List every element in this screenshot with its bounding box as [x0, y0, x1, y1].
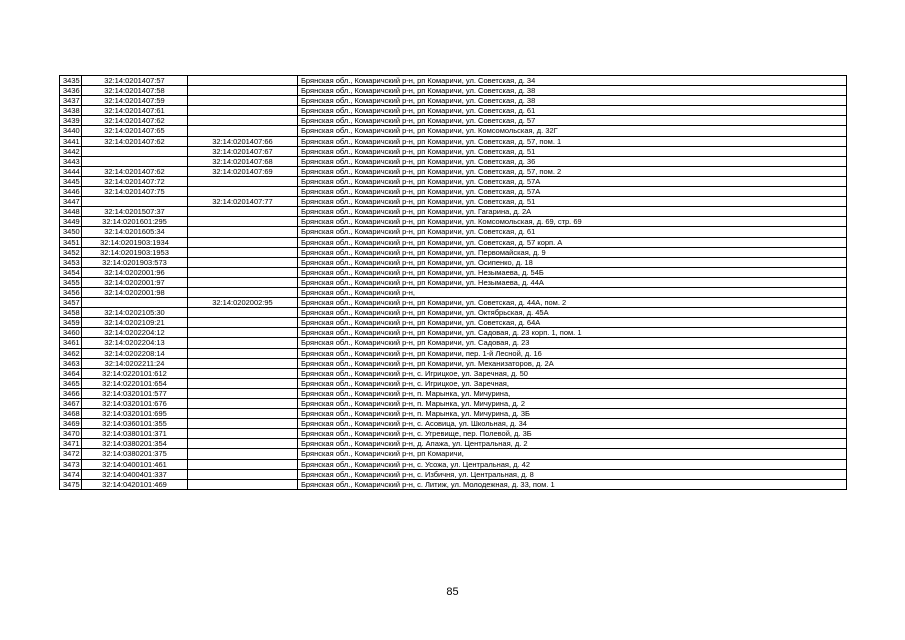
address-cell: Брянская обл., Комаричский р-н, рп Комаричи, ул. Садовая, д. 23: [298, 338, 847, 348]
table-row: [60, 338, 847, 348]
table-row: [60, 207, 847, 217]
table-row: [60, 409, 847, 419]
row-number-cell: 3448: [60, 207, 82, 217]
cadastral-number-cell: 32:14:0360101:355: [82, 419, 188, 429]
table-row: [60, 348, 847, 358]
table-row: [60, 106, 847, 116]
parent-cadastral-cell: [188, 459, 298, 469]
table-row: [60, 439, 847, 449]
address-cell: Брянская обл., Комаричский р-н, п. Марынка, ул. Мичурина,: [298, 388, 847, 398]
parent-cadastral-cell: [188, 277, 298, 287]
address-cell: Брянская обл., Комаричский р-н, п. Марынка, ул. Мичурина, д. 2: [298, 399, 847, 409]
parent-cadastral-cell: [188, 176, 298, 186]
cadastral-number-cell: 32:14:0202001:98: [82, 287, 188, 297]
cadastral-number-cell: [82, 156, 188, 166]
parent-cadastral-cell: [188, 409, 298, 419]
row-number-cell: 3446: [60, 187, 82, 197]
table-row: [60, 267, 847, 277]
parent-cadastral-cell: [188, 257, 298, 267]
cadastral-number-cell: 32:14:0220101:612: [82, 368, 188, 378]
parent-cadastral-cell: [188, 328, 298, 338]
parent-cadastral-cell: [188, 227, 298, 237]
parent-cadastral-cell: [188, 399, 298, 409]
parent-cadastral-cell: [188, 207, 298, 217]
row-number-cell: 3439: [60, 116, 82, 126]
row-number-cell: 3444: [60, 166, 82, 176]
address-cell: Брянская обл., Комаричский р-н, с. Асовица, ул. Школьная, д. 34: [298, 419, 847, 429]
address-cell: Брянская обл., Комаричский р-н, с. Игрицкое, ул. Заречная, д. 50: [298, 368, 847, 378]
table-row: [60, 247, 847, 257]
row-number-cell: 3455: [60, 277, 82, 287]
cadastral-number-cell: 32:14:0201407:62: [82, 116, 188, 126]
table-row: [60, 308, 847, 318]
address-cell: Брянская обл., Комаричский р-н, п. Марынка, ул. Мичурина, д. 3Б: [298, 409, 847, 419]
address-cell: Брянская обл., Комаричский р-н, рп Комаричи, ул. Комсомольская, д. 69, стр. 69: [298, 217, 847, 227]
parent-cadastral-cell: [188, 358, 298, 368]
address-cell: Брянская обл., Комаричский р-н, рп Комаричи, ул. Незымаева, д. 44А: [298, 277, 847, 287]
parent-cadastral-cell: [188, 76, 298, 86]
row-number-cell: 3474: [60, 469, 82, 479]
address-cell: Брянская обл., Комаричский р-н, рп Комаричи, ул. Гагарина, д. 2А: [298, 207, 847, 217]
address-cell: Брянская обл., Комаричский р-н, рп Комаричи, пер. 1-й Лесной, д. 16: [298, 348, 847, 358]
cadastral-number-cell: 32:14:0202204:12: [82, 328, 188, 338]
table-row: [60, 287, 847, 297]
address-cell: Брянская обл., Комаричский р-н, рп Комаричи, ул. Советская, д. 57, пом. 1: [298, 136, 847, 146]
parent-cadastral-cell: [188, 237, 298, 247]
table-row: [60, 479, 847, 489]
parent-cadastral-cell: [188, 479, 298, 489]
table-row: [60, 459, 847, 469]
address-cell: Брянская обл., Комаричский р-н, рп Комаричи, ул. Советская, д. 51: [298, 197, 847, 207]
table-row: [60, 378, 847, 388]
row-number-cell: 3471: [60, 439, 82, 449]
address-cell: Брянская обл., Комаричский р-н, рп Комаричи, ул. Советская, д. 57: [298, 116, 847, 126]
row-number-cell: 3447: [60, 197, 82, 207]
row-number-cell: 3456: [60, 287, 82, 297]
cadastral-number-cell: 32:14:0202105:30: [82, 308, 188, 318]
cadastral-number-cell: 32:14:0201605:34: [82, 227, 188, 237]
row-number-cell: 3469: [60, 419, 82, 429]
parent-cadastral-cell: [188, 348, 298, 358]
row-number-cell: 3458: [60, 308, 82, 318]
table-row: [60, 277, 847, 287]
row-number-cell: 3460: [60, 328, 82, 338]
cadastral-number-cell: 32:14:0380101:371: [82, 429, 188, 439]
row-number-cell: 3437: [60, 96, 82, 106]
parent-cadastral-cell: [188, 247, 298, 257]
parent-cadastral-cell: 32:14:0202002:95: [188, 298, 298, 308]
cadastral-number-cell: 32:14:0380201:354: [82, 439, 188, 449]
registry-table: [59, 75, 847, 490]
parent-cadastral-cell: [188, 419, 298, 429]
row-number-cell: 3441: [60, 136, 82, 146]
parent-cadastral-cell: [188, 429, 298, 439]
parent-cadastral-cell: [188, 86, 298, 96]
address-cell: Брянская обл., Комаричский р-н, рп Комаричи, ул. Советская, д. 51: [298, 146, 847, 156]
cadastral-number-cell: 32:14:0202204:13: [82, 338, 188, 348]
table-row: [60, 388, 847, 398]
address-cell: Брянская обл., Комаричский р-н, рп Комаричи, ул. Советская, д. 57, пом. 2: [298, 166, 847, 176]
address-cell: Брянская обл., Комаричский р-н, рп Комаричи, ул. Механизаторов, д. 2А: [298, 358, 847, 368]
address-cell: Брянская обл., Комаричский р-н, рп Комаричи, ул. Советская, д. 36: [298, 156, 847, 166]
address-cell: Брянская обл., Комаричский р-н, рп Комаричи, ул. Советская, д. 57А: [298, 187, 847, 197]
row-number-cell: 3462: [60, 348, 82, 358]
row-number-cell: 3468: [60, 409, 82, 419]
cadastral-number-cell: 32:14:0201407:72: [82, 176, 188, 186]
parent-cadastral-cell: 32:14:0201407:69: [188, 166, 298, 176]
cadastral-number-cell: 32:14:0202109:21: [82, 318, 188, 328]
parent-cadastral-cell: [188, 449, 298, 459]
table-row: [60, 469, 847, 479]
address-cell: Брянская обл., Комаричский р-н, рп Комаричи, ул. Советская, д. 34: [298, 76, 847, 86]
parent-cadastral-cell: [188, 116, 298, 126]
row-number-cell: 3450: [60, 227, 82, 237]
row-number-cell: 3438: [60, 106, 82, 116]
table-row: [60, 126, 847, 136]
row-number-cell: 3461: [60, 338, 82, 348]
row-number-cell: 3451: [60, 237, 82, 247]
row-number-cell: 3466: [60, 388, 82, 398]
address-cell: Брянская обл., Комаричский р-н, рп Комаричи, ул. Незымаева, д. 54Б: [298, 267, 847, 277]
parent-cadastral-cell: 32:14:0201407:66: [188, 136, 298, 146]
row-number-cell: 3453: [60, 257, 82, 267]
row-number-cell: 3472: [60, 449, 82, 459]
parent-cadastral-cell: [188, 439, 298, 449]
row-number-cell: 3457: [60, 298, 82, 308]
cadastral-number-cell: 32:14:0201407:65: [82, 126, 188, 136]
cadastral-number-cell: 32:14:0201407:58: [82, 86, 188, 96]
cadastral-number-cell: 32:14:0201407:62: [82, 166, 188, 176]
address-cell: Брянская обл., Комаричский р-н, рп Комаричи, ул. Советская, д. 64А: [298, 318, 847, 328]
cadastral-number-cell: 32:14:0201507:37: [82, 207, 188, 217]
table-row: [60, 399, 847, 409]
cadastral-number-cell: 32:14:0201601:295: [82, 217, 188, 227]
cadastral-number-cell: 32:14:0320101:676: [82, 399, 188, 409]
address-cell: Брянская обл., Комаричский р-н, рп Комаричи, ул. Осипенко, д. 18: [298, 257, 847, 267]
table-row: [60, 217, 847, 227]
parent-cadastral-cell: [188, 368, 298, 378]
cadastral-number-cell: [82, 197, 188, 207]
parent-cadastral-cell: [188, 96, 298, 106]
row-number-cell: 3475: [60, 479, 82, 489]
row-number-cell: 3467: [60, 399, 82, 409]
cadastral-number-cell: 32:14:0400101:461: [82, 459, 188, 469]
cadastral-number-cell: 32:14:0201407:75: [82, 187, 188, 197]
table-row: [60, 176, 847, 186]
address-cell: Брянская обл., Комаричский р-н, рп Комаричи, ул. Советская, д. 61: [298, 227, 847, 237]
cadastral-number-cell: 32:14:0201407:62: [82, 136, 188, 146]
table-row: [60, 197, 847, 207]
table-row: [60, 237, 847, 247]
table-row: [60, 86, 847, 96]
cadastral-number-cell: 32:14:0201407:61: [82, 106, 188, 116]
parent-cadastral-cell: 32:14:0201407:77: [188, 197, 298, 207]
row-number-cell: 3454: [60, 267, 82, 277]
address-cell: Брянская обл., Комаричский р-н, с. Избичня, ул. Центральная, д. 8: [298, 469, 847, 479]
cadastral-number-cell: 32:14:0201407:57: [82, 76, 188, 86]
row-number-cell: 3470: [60, 429, 82, 439]
cadastral-number-cell: [82, 146, 188, 156]
address-cell: Брянская обл., Комаричский р-н, д. Апажа, ул. Центральная, д. 2: [298, 439, 847, 449]
address-cell: Брянская обл., Комаричский р-н, рп Комаричи, ул. Советская, д. 38: [298, 96, 847, 106]
address-cell: Брянская обл., Комаричский р-н, с. Игрицкое, ул. Заречная,: [298, 378, 847, 388]
parent-cadastral-cell: [188, 267, 298, 277]
row-number-cell: 3445: [60, 176, 82, 186]
address-cell: Брянская обл., Комаричский р-н, рп Комаричи, ул. Первомайская, д. 9: [298, 247, 847, 257]
cadastral-number-cell: 32:14:0201903:1934: [82, 237, 188, 247]
parent-cadastral-cell: 32:14:0201407:68: [188, 156, 298, 166]
address-cell: Брянская обл., Комаричский р-н, с. Угревище, пер. Полевой, д. 3Б: [298, 429, 847, 439]
parent-cadastral-cell: [188, 469, 298, 479]
cadastral-number-cell: 32:14:0201903:1953: [82, 247, 188, 257]
table-row: [60, 449, 847, 459]
parent-cadastral-cell: [188, 378, 298, 388]
cadastral-number-cell: 32:14:0400401:337: [82, 469, 188, 479]
address-cell: Брянская обл., Комаричский р-н, с. Усожа, ул. Центральная, д. 42: [298, 459, 847, 469]
table-row: [60, 328, 847, 338]
cadastral-number-cell: 32:14:0320101:695: [82, 409, 188, 419]
table-row: [60, 419, 847, 429]
registry-table-body: [60, 76, 847, 490]
table-row: [60, 96, 847, 106]
address-cell: Брянская обл., Комаричский р-н, рп Комаричи, ул. Советская, д. 44А, пом. 2: [298, 298, 847, 308]
table-row: [60, 146, 847, 156]
address-cell: Брянская обл., Комаричский р-н,: [298, 287, 847, 297]
parent-cadastral-cell: [188, 287, 298, 297]
parent-cadastral-cell: [188, 187, 298, 197]
cadastral-number-cell: 32:14:0202211:24: [82, 358, 188, 368]
parent-cadastral-cell: [188, 388, 298, 398]
address-cell: Брянская обл., Комаричский р-н, рп Комаричи, ул. Советская, д. 57 корп. А: [298, 237, 847, 247]
cadastral-number-cell: 32:14:0420101:469: [82, 479, 188, 489]
parent-cadastral-cell: [188, 318, 298, 328]
row-number-cell: 3459: [60, 318, 82, 328]
row-number-cell: 3436: [60, 86, 82, 96]
address-cell: Брянская обл., Комаричский р-н, с. Литиж, ул. Молодежная, д. 33, пом. 1: [298, 479, 847, 489]
table-row: [60, 187, 847, 197]
page-number: 85: [446, 586, 459, 598]
address-cell: Брянская обл., Комаричский р-н, рп Комаричи, ул. Советская, д. 38: [298, 86, 847, 96]
table-row: [60, 76, 847, 86]
parent-cadastral-cell: [188, 338, 298, 348]
table-row: [60, 429, 847, 439]
cadastral-number-cell: 32:14:0201407:59: [82, 96, 188, 106]
row-number-cell: 3464: [60, 368, 82, 378]
row-number-cell: 3440: [60, 126, 82, 136]
row-number-cell: 3473: [60, 459, 82, 469]
cadastral-number-cell: 32:14:0202001:97: [82, 277, 188, 287]
address-cell: Брянская обл., Комаричский р-н, рп Комаричи, ул. Советская, д. 57А: [298, 176, 847, 186]
row-number-cell: 3435: [60, 76, 82, 86]
row-number-cell: 3465: [60, 378, 82, 388]
cadastral-number-cell: 32:14:0380201:375: [82, 449, 188, 459]
cadastral-number-cell: 32:14:0320101:577: [82, 388, 188, 398]
table-row: [60, 156, 847, 166]
row-number-cell: 3443: [60, 156, 82, 166]
table-row: [60, 166, 847, 176]
cadastral-number-cell: [82, 298, 188, 308]
parent-cadastral-cell: [188, 106, 298, 116]
cadastral-number-cell: 32:14:0202208:14: [82, 348, 188, 358]
cadastral-number-cell: 32:14:0220101:654: [82, 378, 188, 388]
address-cell: Брянская обл., Комаричский р-н, рп Комаричи, ул. Комсомольская, д. 32Г: [298, 126, 847, 136]
row-number-cell: 3463: [60, 358, 82, 368]
table-row: [60, 368, 847, 378]
parent-cadastral-cell: [188, 126, 298, 136]
parent-cadastral-cell: [188, 308, 298, 318]
row-number-cell: 3449: [60, 217, 82, 227]
address-cell: Брянская обл., Комаричский р-н, рп Комаричи, ул. Октябрьская, д. 45А: [298, 308, 847, 318]
table-row: [60, 358, 847, 368]
table-row: [60, 116, 847, 126]
table-row: [60, 257, 847, 267]
table-row: [60, 298, 847, 308]
address-cell: Брянская обл., Комаричский р-н, рп Комаричи, ул. Советская, д. 61: [298, 106, 847, 116]
cadastral-number-cell: 32:14:0201903:573: [82, 257, 188, 267]
parent-cadastral-cell: 32:14:0201407:67: [188, 146, 298, 156]
table-row: [60, 318, 847, 328]
address-cell: Брянская обл., Комаричский р-н, рп Комаричи, ул. Садовая, д. 23 корп. 1, пом. 1: [298, 328, 847, 338]
row-number-cell: 3442: [60, 146, 82, 156]
table-row: [60, 136, 847, 146]
address-cell: Брянская обл., Комаричский р-н, рп Комаричи,: [298, 449, 847, 459]
cadastral-number-cell: 32:14:0202001:96: [82, 267, 188, 277]
parent-cadastral-cell: [188, 217, 298, 227]
table-row: [60, 227, 847, 237]
row-number-cell: 3452: [60, 247, 82, 257]
